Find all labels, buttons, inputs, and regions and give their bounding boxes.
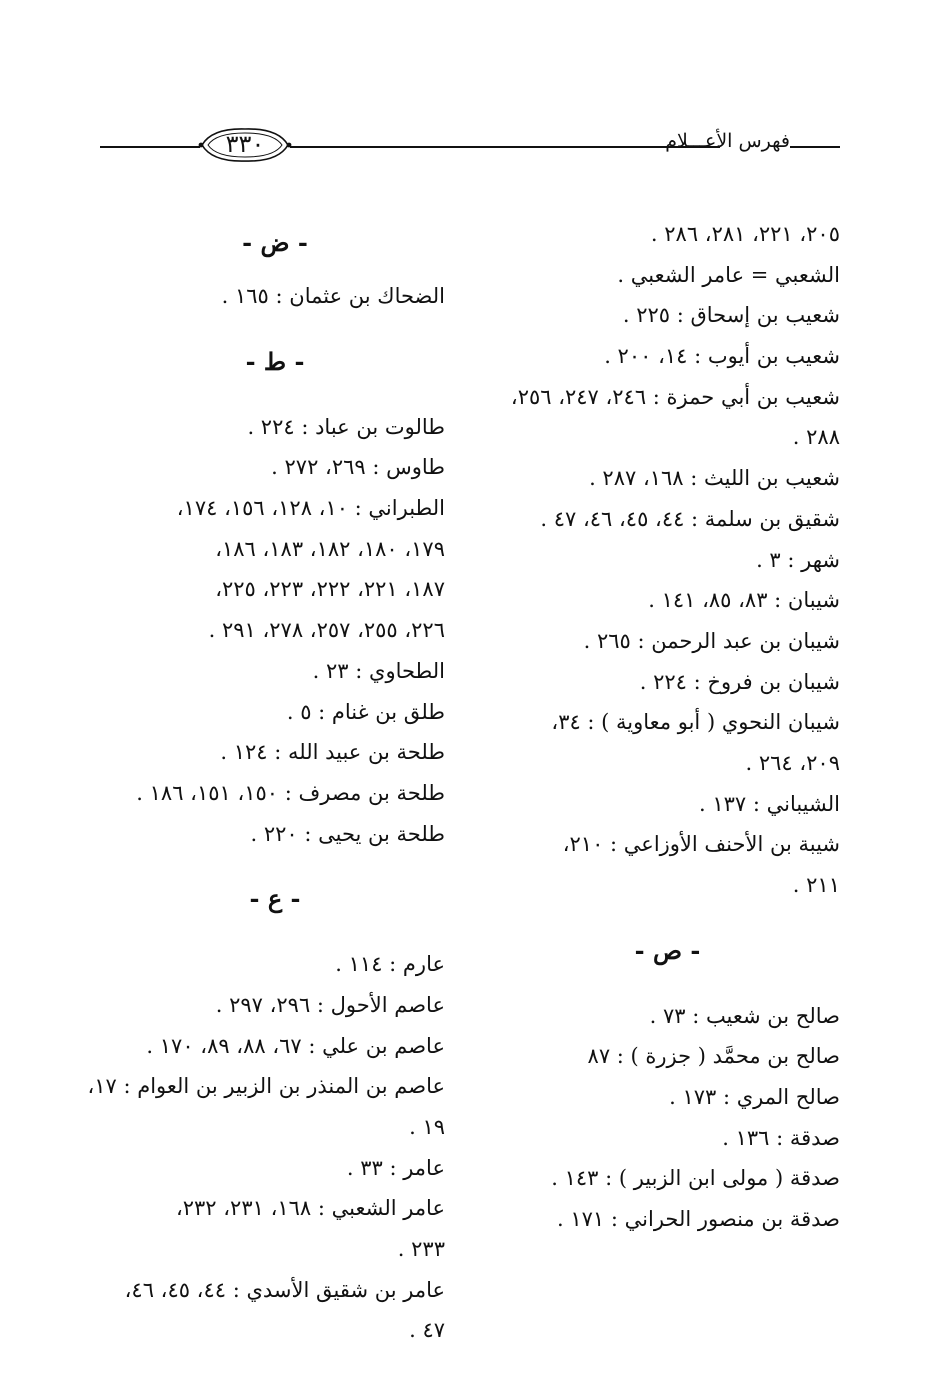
index-entry: ١٩ . [409,1115,445,1139]
section-gap [495,906,840,922]
index-entry: صدقة : ١٣٦ . [722,1125,840,1150]
index-entry: ٢١١ . [792,873,840,897]
index-column-right [495,214,840,1240]
index-entry: ٢٠٩، ٢٦٤ . [745,750,840,775]
index-entry: صالح بن محمَّد ( جزرة ) : ٨٧ [587,1044,840,1069]
index-entry: عامر بن شقيق الأسدي : ٤٤، ٤٥، ٤٦، [124,1277,445,1302]
index-entry: عاصم بن علي : ٦٧، ٨٨، ٨٩، ١٧٠ . [146,1033,445,1058]
section-heading: - ض - [242,228,308,257]
index-entry: عامر : ٣٣ . [346,1155,445,1180]
index-entry: شعيب بن الليث : ١٦٨، ٢٨٧ . [589,466,840,491]
index-entry: شعيب بن إسحاق : ٢٢٥ . [622,303,840,328]
index-entry: ٢٠٥، ٢٢١، ٢٨١، ٢٨٦ . [650,222,840,246]
index-entry: طلق بن غنام : ٥ . [286,699,445,724]
index-entry: عاصم بن المنذر بن الزبير بن العوام : ١٧، [87,1074,445,1099]
page-header [100,120,840,170]
index-entry: شيبان بن فروخ : ٢٢٤ . [639,669,840,694]
index-entry: طلحة بن مصرف : ١٥٠، ١٥١، ١٨٦ . [136,780,445,805]
index-entry: ٢٨٨ . [792,425,840,450]
index-entry: طاوس : ٢٦٩، ٢٧٢ . [271,455,445,480]
index-entry: الضحاك بن عثمان : ١٦٥ . [221,284,445,308]
index-entry: ١٧٩، ١٨٠، ١٨٢، ١٨٣، ١٨٦، [215,536,445,561]
header-rule-middle [290,146,720,148]
index-entry: شيبان : ٨٣، ٨٥، ١٤١ . [648,588,840,613]
section-heading: - ع - [249,884,301,914]
index-entry: شيبان بن عبد الرحمن : ٢٦٥ . [583,628,840,653]
index-entry: شيبان النحوي ( أبو معاوية ) : ٣٤، [551,710,840,735]
index-entry: عامر الشعبي : ١٦٨، ٢٣١، ٢٣٢، [175,1196,445,1221]
index-entry: ٢٢٦، ٢٥٥، ٢٥٧، ٢٧٨، ٢٩١ . [208,618,445,643]
section-heading: - ط - [245,346,305,376]
index-entry: الشعبي = عامر الشعبي . [617,262,840,287]
index-entry: صدقة بن منصور الحراني : ١٧١ . [557,1207,840,1232]
index-entry: شهر : ٣ . [756,547,840,572]
index-column-left [87,214,445,1351]
index-entry: صالح بن شعيب : ٧٣ . [649,1003,840,1028]
index-entry: عارم : ١١٤ . [335,952,445,977]
index-entry: صالح المري : ١٧٣ . [669,1085,840,1110]
index-entry: طلحة بن عبيد الله : ١٢٤ . [220,740,445,765]
running-title: فهرس الأعـــلام [665,130,790,152]
index-entry: شعيب بن أيوب : ١٤، ٢٠٠ . [604,344,840,369]
index-entry: ١٨٧، ٢٢١، ٢٢٢، ٢٢٣، ٢٢٥، [215,577,445,602]
index-entry: طلحة بن يحيى : ٢٢٠ . [250,821,445,846]
index-entry: طالوت بن عباد : ٢٢٤ . [247,414,445,439]
index-entry: شيبة بن الأحنف الأوزاعي : ٢١٠، [562,832,840,857]
index-entry: صدقة ( مولى ابن الزبير ) : ١٤٣ . [551,1166,840,1191]
page-number: ٣٣٠ [225,130,265,158]
index-entry: ٤٧ . [409,1318,445,1343]
header-rule-left [100,146,200,148]
index-entry: الشيباني : ١٣٧ . [698,791,840,816]
index-entry: شعيب بن أبي حمزة : ٢٤٦، ٢٤٧، ٢٥٦، [510,384,840,409]
section-gap [105,317,445,333]
header-rule-right [790,146,840,148]
index-entry: عاصم الأحول : ٢٩٦، ٢٩٧ . [215,992,445,1017]
index-entry: الطبراني : ١٠، ١٢٨، ١٥٦، ١٧٤، [176,496,445,521]
index-entry: ٢٣٣ . [397,1237,445,1262]
section-heading: - ص - [634,935,701,965]
section-gap [105,854,445,870]
page-number-cartouche [198,126,292,164]
index-entry: شقيق بن سلمة : ٤٤، ٤٥، ٤٦، ٤٧ . [540,506,840,531]
index-entry: الطحاوي : ٢٣ . [312,658,445,683]
